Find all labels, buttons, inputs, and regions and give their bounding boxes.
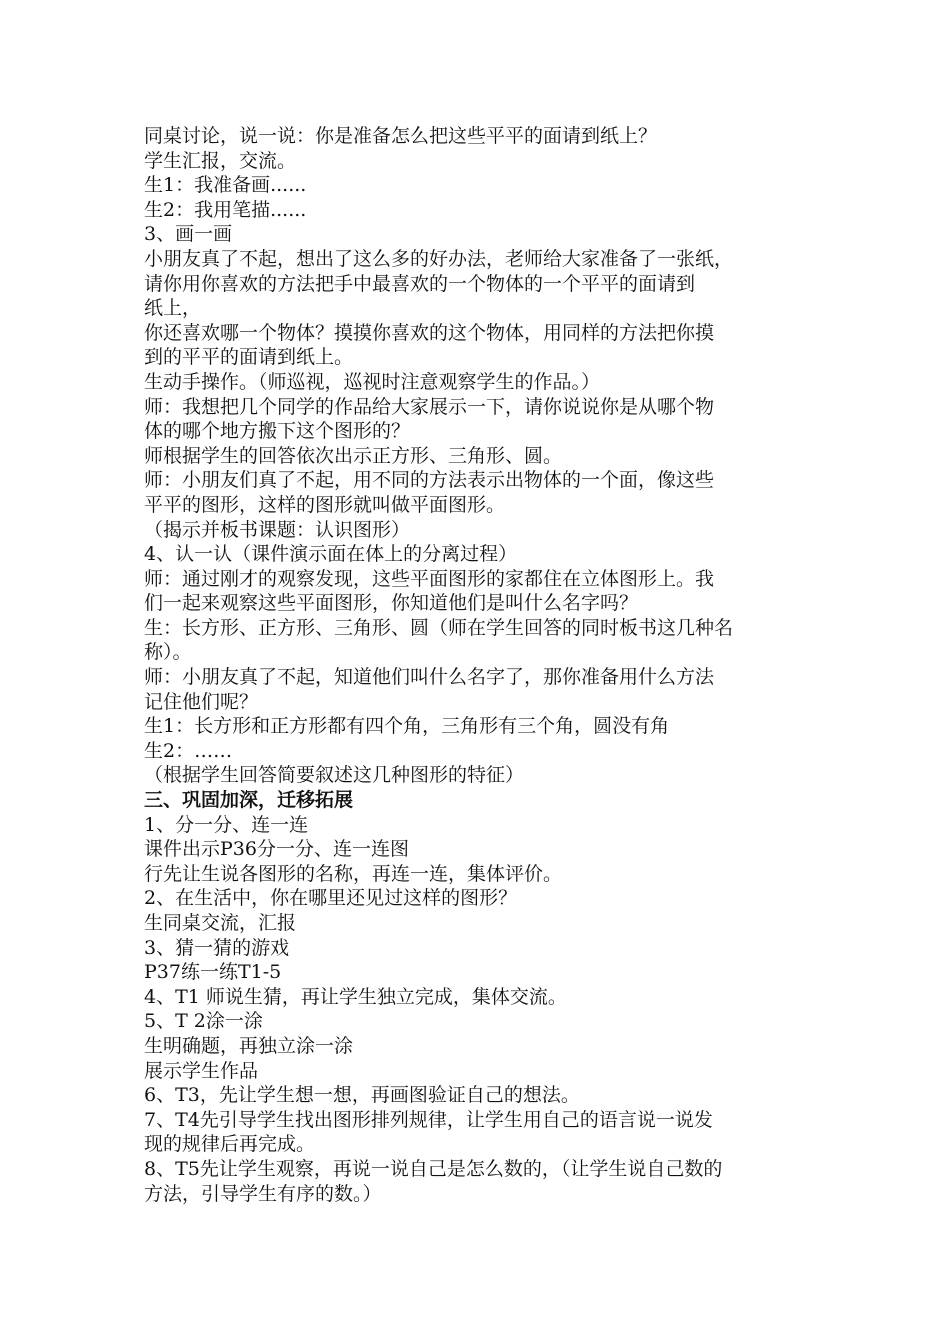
text-line: 平平的图形，这样的图形就叫做平面图形。 — [144, 493, 506, 516]
text-line: 4、T1 师说生猜，再让学生独立完成，集体交流。 — [144, 985, 567, 1008]
text-line: 生2：我用笔描...... — [144, 198, 307, 221]
text-line: （根据学生回答简要叙述这几种图形的特征） — [144, 764, 525, 787]
text-line: 生同桌交流，汇报 — [144, 912, 297, 934]
text-line: 现的规律后再完成。 — [144, 1133, 316, 1156]
text-line: 小朋友真了不起，想出了这么多的好办法，老师给大家准备了一张纸， — [144, 247, 734, 270]
text-line: （揭示并板书课题：认识图形） — [144, 518, 411, 541]
text-line: 4、认一认（课件演示面在体上的分离过程） — [144, 543, 518, 566]
text-line: 课件出示P36分一分、连一连图 — [144, 838, 409, 861]
text-line: 生1：长方形和正方形都有四个角，三角形有三个角，圆没有角 — [144, 715, 670, 738]
text-line: 8、T5先让学生观察，再说一说自己是怎么数的，（让学生说自己数的 — [144, 1157, 723, 1180]
text-line: 纸上， — [144, 297, 202, 320]
text-line: 生动手操作。（师巡视，巡视时注意观察学生的作品。） — [144, 370, 601, 393]
text-line: 生1：我准备画...... — [144, 174, 307, 197]
text-line: 生明确题，再独立涂一涂 — [144, 1034, 354, 1057]
text-line: 请你用你喜欢的方法把手中最喜欢的一个物体的一个平平的面请到 — [144, 272, 696, 295]
text-line: 行先让生说各图形的名称，再连一连，集体评价。 — [144, 862, 563, 885]
text-line: 3、猜一猜的游戏 — [144, 936, 290, 959]
text-line: 1、分一分、连一连 — [144, 813, 309, 836]
text-line: 6、T3，先让学生想一想，再画图验证自己的想法。 — [144, 1084, 580, 1107]
text-line: 师根据学生的回答依次出示正方形、三角形、圆。 — [144, 444, 563, 467]
text-line: 5、T 2涂一涂 — [144, 1010, 263, 1033]
text-line: 到的平平的面请到纸上。 — [144, 346, 354, 369]
text-line: 称）。 — [144, 641, 192, 664]
text-line: 体的哪个地方搬下这个图形的？ — [144, 420, 411, 443]
text-line: 师：小朋友真了不起，知道他们叫什么名字了，那你准备用什么方法 — [144, 666, 715, 689]
text-line: 展示学生作品 — [144, 1059, 259, 1082]
text-line: 同桌讨论，说一说：你是准备怎么把这些平平的面请到纸上？ — [144, 125, 658, 147]
text-line: 3、画一画 — [144, 223, 233, 246]
text-line: 们一起来观察这些平面图形，你知道他们是叫什么名字吗？ — [144, 592, 639, 615]
text-line: 师：小朋友们真了不起，用不同的方法表示出物体的一个面，像这些 — [144, 469, 715, 492]
section-heading: 三、巩固加深，迁移拓展 — [144, 789, 354, 812]
text-line: 生：长方形、正方形、三角形、圆（师在学生回答的同时板书这几种名 — [144, 616, 734, 639]
text-line: 2、在生活中，你在哪里还见过这样的图形？ — [144, 887, 518, 910]
text-line: 7、T4先引导学生找出图形排列规律，让学生用自己的语言说一说发 — [144, 1108, 713, 1131]
text-line: 生2：…… — [144, 739, 233, 762]
text-line: P37练一练T1-5 — [144, 961, 282, 984]
text-line: 记住他们呢？ — [144, 690, 259, 713]
text-line: 师：我想把几个同学的作品给大家展示一下，请你说说你是从哪个物 — [144, 395, 715, 418]
text-line: 方法，引导学生有序的数。） — [144, 1182, 382, 1205]
text-line: 你还喜欢哪一个物体？摸摸你喜欢的这个物体，用同样的方法把你摸 — [144, 321, 715, 344]
text-line: 学生汇报，交流。 — [144, 149, 297, 172]
text-line: 师：通过刚才的观察发现，这些平面图形的家都住在立体图形上。我 — [144, 567, 715, 590]
document-page — [144, 124, 834, 1206]
